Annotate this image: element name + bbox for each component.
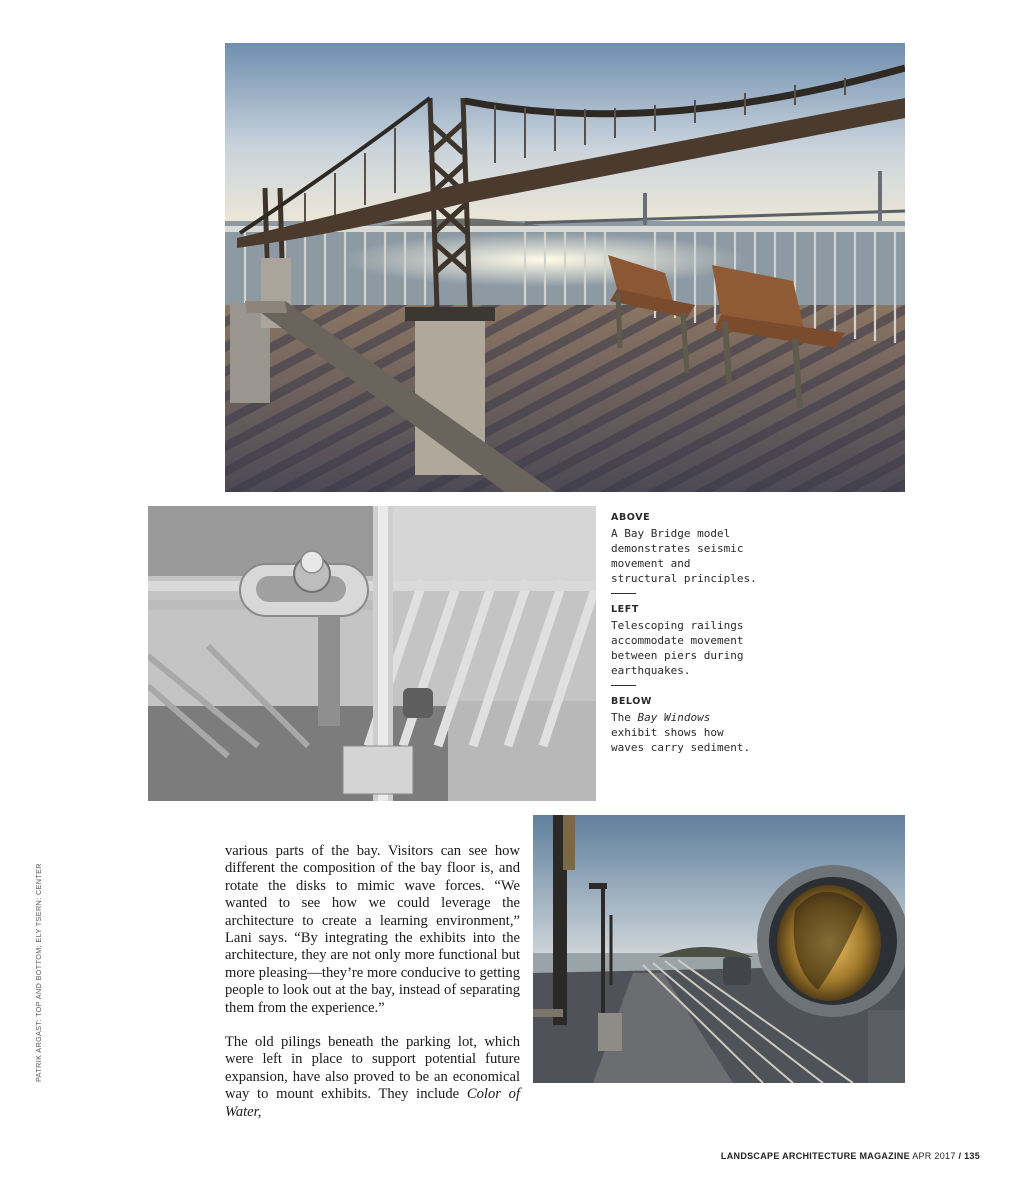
magazine-name: LANDSCAPE ARCHITECTURE MAGAZINE [720,1151,910,1161]
caption-below-pre: The [611,711,638,724]
article-body [225,843,520,1121]
caption-left-text [611,618,761,678]
article-paragraph [225,1034,520,1121]
telescoping-railing-photo [148,506,596,801]
bay-bridge-model-photo [225,43,905,492]
caption-below-post: exhibit shows how waves carry sediment. [611,726,751,754]
caption-below-heading: BELOW [611,696,652,707]
article-paragraph-text: The old pilings beneath the parking lot, which were left in place to support potential future expansion, have also proved to be an economical way to mount exhibits. They include [225,1034,520,1103]
page-number: 135 [964,1151,980,1161]
caption-above-heading: ABOVE [611,512,651,523]
page-footer [721,1151,980,1161]
photo-captions [611,510,761,755]
caption-divider [611,685,636,686]
caption-above-text [611,526,761,586]
caption-above-body: A Bay Bridge model demonstrates seismic movement and structural principles. [611,527,757,585]
caption-left-body: Telescoping railings accommodate movement between piers during earthquakes. [611,619,744,677]
bay-windows-exhibit-photo [533,815,905,1083]
caption-left [611,602,761,678]
caption-below-text [611,710,761,755]
caption-divider [611,593,636,594]
caption-below [611,694,761,755]
exhibit-title: Color of Water, [225,1086,520,1120]
article-paragraph: various parts of the bay. Visitors can see how different the composition of the bay floor is, and rotate the disks to mimic wave forces. “We wanted to see how we could leverage the architecture to create a learning environment,” Lani says. “By integrating the exhibits into the architecture, they are not only more functional but more pleasing—they’re more conducive to getting people to look out at the bay, instead of separating them from the experience.” [225,843,520,1016]
caption-above [611,510,761,586]
photo-credit: PATRIK ARGAST: TOP AND BOTTOM; ELY TSERN: CENTER [34,863,43,1082]
folio-separator: / [958,1151,962,1161]
issue-date: APR 2017 [912,1151,956,1161]
caption-left-heading: LEFT [611,604,639,615]
caption-below-exhibit-title: Bay Windows [637,711,711,724]
